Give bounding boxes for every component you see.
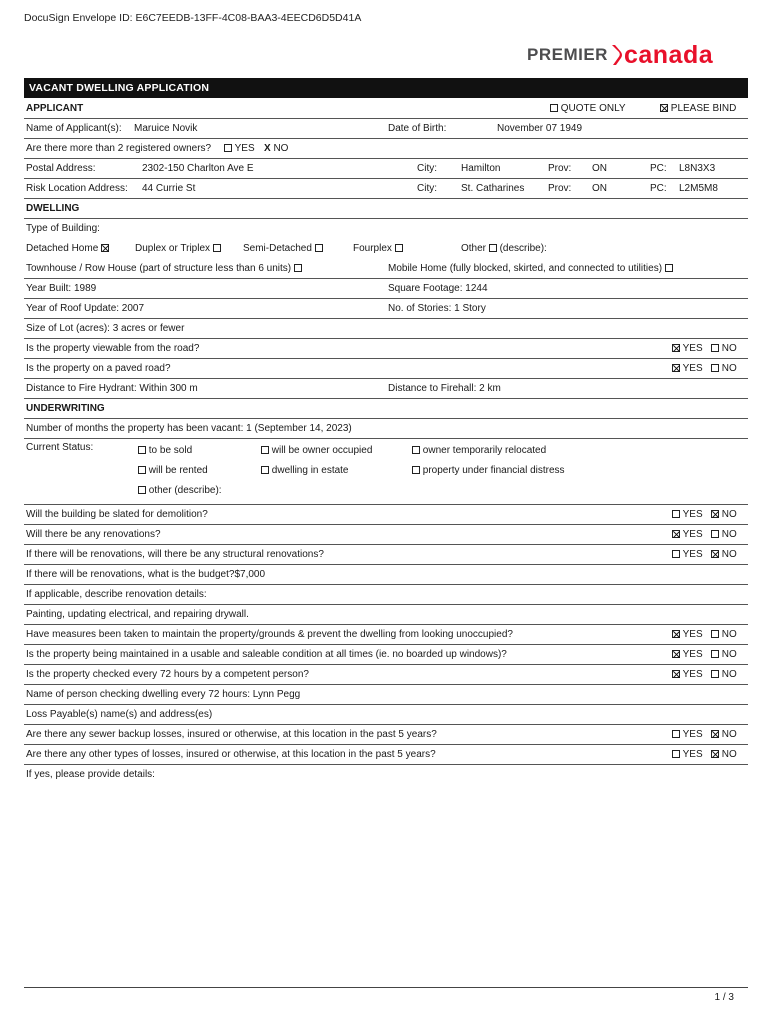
maintain-row: [24, 624, 748, 645]
form-title-bar: [24, 78, 748, 98]
paved-yes-checkbox[interactable]: [672, 364, 680, 372]
checked72-no-checkbox[interactable]: [711, 670, 719, 678]
postal-pc-label: PC:: [650, 163, 667, 174]
loss-details-label: If yes, please provide details:: [26, 769, 155, 780]
renovations-no-option: NO: [711, 529, 737, 540]
dob-label: Date of Birth:: [388, 123, 447, 134]
to-be-sold-option: to be sold: [138, 445, 192, 456]
current-status-block: [24, 438, 748, 505]
other-losses-yes-option: YES: [672, 749, 703, 760]
detached-home-checkbox[interactable]: [101, 244, 109, 252]
other-losses-question: Are there any other types of losses, insured or otherwise, at this location in the past 5 years?: [26, 749, 436, 760]
demolition-yes-checkbox[interactable]: [672, 510, 680, 518]
distance-row: [24, 378, 748, 399]
demolition-yes-option: YES: [672, 509, 703, 520]
structural-yes-option: YES: [672, 549, 703, 560]
structural-yes-checkbox[interactable]: [672, 550, 680, 558]
estate-option: dwelling in estate: [261, 465, 349, 476]
owner-occupied-checkbox[interactable]: [261, 446, 269, 454]
other-losses-row: [24, 744, 748, 765]
current-status-label: Current Status:: [26, 442, 94, 453]
paved-no-checkbox[interactable]: [711, 364, 719, 372]
page-number: 1 / 3: [714, 992, 734, 1003]
owners-row: [24, 138, 748, 159]
sewer-no-checkbox[interactable]: [711, 730, 719, 738]
owners-yes-option: YES: [224, 143, 255, 154]
checked72-row: [24, 664, 748, 685]
fire-hydrant-distance: Distance to Fire Hydrant: Within 300 m: [26, 383, 198, 394]
owners-no-option: X NO: [264, 143, 289, 154]
describe-value-row: [24, 604, 748, 625]
other-status-checkbox[interactable]: [138, 486, 146, 494]
year-built-row: [24, 278, 748, 299]
underwriting-section-title: UNDERWRITING: [26, 403, 105, 414]
please-bind-option: PLEASE BIND: [660, 103, 736, 114]
risk-pc-value: L2M5M8: [679, 183, 718, 194]
logo-canada-text: canada: [623, 40, 714, 69]
semi-detached-checkbox[interactable]: [315, 244, 323, 252]
fourplex-option: Fourplex: [353, 243, 403, 254]
dob-value: November 07 1949: [497, 123, 583, 134]
envelope-id: DocuSign Envelope ID: E6C7EEDB-13FF-4C08-BAA3-4EECD6D5D41A: [24, 12, 362, 24]
stories: No. of Stories: 1 Story: [388, 303, 486, 314]
loss-payable-label: Loss Payable(s) name(s) and address(es): [26, 709, 213, 720]
viewable-no-checkbox[interactable]: [711, 344, 719, 352]
owners-question: Are there more than 2 registered owners?: [26, 143, 212, 154]
footer-divider: [24, 987, 748, 988]
lot-size-row: [24, 318, 748, 339]
sewer-yes-option: YES: [672, 729, 703, 740]
structural-no-option: NO: [711, 549, 737, 560]
roof-update: Year of Roof Update: 2007: [26, 303, 145, 314]
rented-checkbox[interactable]: [138, 466, 146, 474]
fourplex-checkbox[interactable]: [395, 244, 403, 252]
roof-update-row: [24, 298, 748, 319]
usable-no-option: NO: [711, 649, 737, 660]
dwelling-section-title: DWELLING: [26, 203, 80, 214]
building-types-row: [24, 238, 748, 258]
paved-yes-option: YES: [672, 363, 703, 374]
risk-prov-value: ON: [592, 183, 607, 194]
to-be-sold-checkbox[interactable]: [138, 446, 146, 454]
logo-chevron-icon: [610, 44, 622, 66]
viewable-row: [24, 338, 748, 359]
townhouse-mobile-row: [24, 258, 748, 279]
renovations-yes-option: YES: [672, 529, 703, 540]
renovations-row: [24, 524, 748, 545]
viewable-yes-checkbox[interactable]: [672, 344, 680, 352]
applicant-name-row: [24, 118, 748, 139]
townhouse-checkbox[interactable]: [294, 264, 302, 272]
details-row: [24, 764, 748, 784]
maintain-no-option: NO: [711, 629, 737, 640]
checked72-no-option: NO: [711, 669, 737, 680]
paved-row: [24, 358, 748, 379]
building-type-label-row: [24, 218, 748, 238]
postal-address-label: Postal Address:: [26, 163, 96, 174]
maintain-yes-checkbox[interactable]: [672, 630, 680, 638]
sewer-no-option: NO: [711, 729, 737, 740]
demolition-no-checkbox[interactable]: [711, 510, 719, 518]
lot-size: Size of Lot (acres): 3 acres or fewer: [26, 323, 185, 334]
financial-distress-checkbox[interactable]: [412, 466, 420, 474]
quote-only-option: QUOTE ONLY: [550, 103, 626, 114]
mobile-home-option: Mobile Home (fully blocked, skirted, and connected to utilities): [388, 263, 673, 274]
rented-option: will be rented: [138, 465, 208, 476]
postal-prov-value: ON: [592, 163, 607, 174]
postal-address-value: 2302-150 Charlton Ave E: [142, 163, 254, 174]
other-type-option: Other (describe):: [461, 243, 547, 254]
townhouse-option: Townhouse / Row House (part of structure less than 6 units): [26, 263, 302, 274]
renovation-details-value: Painting, updating electrical, and repairing drywall.: [26, 609, 249, 620]
detached-home-option: Detached Home: [26, 243, 109, 254]
please-bind-checkbox[interactable]: [660, 104, 668, 112]
owners-yes-checkbox[interactable]: [224, 144, 232, 152]
maintain-yes-option: YES: [672, 629, 703, 640]
building-type-label: Type of Building:: [26, 223, 100, 234]
risk-pc-label: PC:: [650, 183, 667, 194]
renovations-question: Will there be any renovations?: [26, 529, 161, 540]
viewable-question: Is the property viewable from the road?: [26, 343, 200, 354]
applicant-section-row: [24, 98, 748, 119]
usable-question: Is the property being maintained in a usable and saleable condition at all times (ie. no boarded up windows)?: [26, 649, 507, 660]
risk-prov-label: Prov:: [548, 183, 572, 194]
usable-no-checkbox[interactable]: [711, 650, 719, 658]
estate-checkbox[interactable]: [261, 466, 269, 474]
checker-name-row: [24, 684, 748, 705]
semi-detached-option: Semi-Detached: [243, 243, 323, 254]
risk-address-label: Risk Location Address:: [26, 183, 128, 194]
viewable-no-option: NO: [711, 343, 737, 354]
structural-question: If there will be renovations, will there be any structural renovations?: [26, 549, 324, 560]
applicant-name-value: Maruice Novik: [134, 123, 198, 134]
form-title: VACANT DWELLING APPLICATION: [29, 82, 210, 94]
postal-city-value: Hamilton: [461, 163, 501, 174]
risk-city-value: St. Catharines: [461, 183, 525, 194]
other-status-option: other (describe):: [138, 485, 222, 496]
demolition-row: [24, 504, 748, 525]
year-built: Year Built: 1989: [26, 283, 97, 294]
maintain-no-checkbox[interactable]: [711, 630, 719, 638]
risk-city-label: City:: [417, 183, 437, 194]
checked72-question: Is the property checked every 72 hours by a competent person?: [26, 669, 309, 680]
duplex-checkbox[interactable]: [213, 244, 221, 252]
usable-yes-option: YES: [672, 649, 703, 660]
firehall-distance: Distance to Firehall: 2 km: [388, 383, 501, 394]
postal-prov-label: Prov:: [548, 163, 572, 174]
logo-premier-text: PREMIER: [527, 45, 608, 64]
renovations-yes-checkbox[interactable]: [672, 530, 680, 538]
sewer-row: [24, 724, 748, 745]
demolition-no-option: NO: [711, 509, 737, 520]
structural-row: [24, 544, 748, 565]
owners-no-checkmark[interactable]: X: [264, 143, 271, 154]
postal-pc-value: L8N3X3: [679, 163, 716, 174]
risk-address-value: 44 Currie St: [142, 183, 196, 194]
usable-row: [24, 644, 748, 665]
other-losses-no-checkbox[interactable]: [711, 750, 719, 758]
applicant-section-title: APPLICANT: [26, 103, 84, 114]
renovations-no-checkbox[interactable]: [711, 530, 719, 538]
owner-occupied-option: will be owner occupied: [261, 445, 372, 456]
paved-no-option: NO: [711, 363, 737, 374]
other-losses-no-option: NO: [711, 749, 737, 760]
checked72-yes-checkbox[interactable]: [672, 670, 680, 678]
relocated-checkbox[interactable]: [412, 446, 420, 454]
duplex-option: Duplex or Triplex: [135, 243, 221, 254]
renovation-details-label: If applicable, describe renovation details:: [26, 589, 207, 600]
postal-city-label: City:: [417, 163, 437, 174]
usable-yes-checkbox[interactable]: [672, 650, 680, 658]
months-vacant-row: [24, 418, 748, 439]
dwelling-section-row: [24, 198, 748, 219]
postal-address-row: [24, 158, 748, 179]
paved-question: Is the property on a paved road?: [26, 363, 171, 374]
renovation-budget: If there will be renovations, what is the budget?$7,000: [26, 569, 266, 580]
quote-only-checkbox[interactable]: [550, 104, 558, 112]
underwriting-section-row: [24, 398, 748, 419]
demolition-question: Will the building be slated for demolition?: [26, 509, 208, 520]
checker-name: Name of person checking dwelling every 72 hours: Lynn Pegg: [26, 689, 301, 700]
square-footage: Square Footage: 1244: [388, 283, 488, 294]
other-type-checkbox[interactable]: [489, 244, 497, 252]
premier-canada-logo: [527, 40, 713, 70]
structural-no-checkbox[interactable]: [711, 550, 719, 558]
budget-row: [24, 564, 748, 585]
sewer-question: Are there any sewer backup losses, insured or otherwise, at this location in the past 5 years?: [26, 729, 437, 740]
financial-distress-option: property under financial distress: [412, 465, 565, 476]
months-vacant: Number of months the property has been vacant: 1 (September 14, 2023): [26, 423, 352, 434]
describe-label-row: [24, 584, 748, 605]
other-losses-yes-checkbox[interactable]: [672, 750, 680, 758]
loss-payable-row: [24, 704, 748, 725]
applicant-name-label: Name of Applicant(s):: [26, 123, 122, 134]
sewer-yes-checkbox[interactable]: [672, 730, 680, 738]
checked72-yes-option: YES: [672, 669, 703, 680]
mobile-home-checkbox[interactable]: [665, 264, 673, 272]
viewable-yes-option: YES: [672, 343, 703, 354]
maintain-question: Have measures been taken to maintain the property/grounds & prevent the dwelling from looking unoccupied?: [26, 629, 513, 640]
relocated-option: owner temporarily relocated: [412, 445, 546, 456]
risk-address-row: [24, 178, 748, 199]
